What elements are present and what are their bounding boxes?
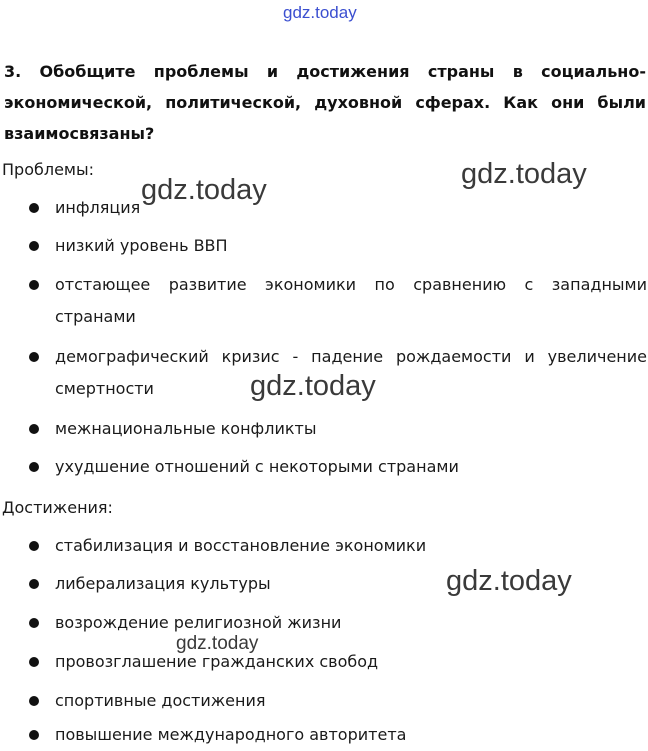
list-item-text: инфляция	[55, 198, 141, 217]
list-item-text: низкий уровень ВВП	[55, 236, 228, 255]
watermark: gdz.today	[446, 565, 572, 597]
problems-heading: Проблемы:	[2, 160, 95, 179]
list-item	[0, 230, 648, 262]
bullet-icon	[29, 541, 39, 551]
list-item-text: повышение международного авторитета	[55, 725, 407, 744]
list-item	[0, 341, 648, 405]
watermark: gdz.today	[176, 633, 259, 654]
list-item	[0, 530, 648, 562]
list-item	[0, 646, 648, 678]
list-item-text: стабилизация и восстановление экономики	[55, 536, 427, 555]
bullet-icon	[29, 280, 39, 290]
bullet-icon	[29, 424, 39, 434]
list-item-text: либерализация культуры	[55, 574, 271, 593]
bullet-icon	[29, 241, 39, 251]
bullet-icon	[29, 579, 39, 589]
bullet-icon	[29, 462, 39, 472]
watermark: gdz.today	[250, 370, 376, 402]
bullet-icon	[29, 730, 39, 740]
list-item-text: отстающее развитие экономики по сравнению с западными странами	[55, 275, 647, 326]
bullet-icon	[29, 657, 39, 667]
watermark: gdz.today	[461, 158, 587, 190]
list-item-text: возрождение религиозной жизни	[55, 613, 342, 632]
list-item	[0, 685, 648, 717]
list-item-text: ухудшение отношений с некоторыми странами	[55, 457, 459, 476]
achievements-heading: Достижения:	[2, 498, 113, 517]
list-item-text: провозглашение гражданских свобод	[55, 652, 379, 671]
watermark: gdz.today	[141, 174, 267, 206]
list-item	[0, 565, 648, 600]
question-text: 3. Обобщите проблемы и достижения страны в социально-экономической, политической, духовной сферах. Как они были взаимосвязаны?	[4, 62, 646, 143]
list-item-text: межнациональные конфликты	[55, 419, 317, 438]
bullet-icon	[29, 618, 39, 628]
list-item	[0, 607, 648, 639]
bullet-icon	[29, 696, 39, 706]
list-item	[0, 192, 648, 224]
list-item	[0, 719, 648, 751]
bullet-icon	[29, 352, 39, 362]
bullet-icon	[29, 203, 39, 213]
list-item	[0, 413, 648, 445]
watermark-top: gdz.today	[283, 3, 357, 22]
list-item-text: спортивные достижения	[55, 691, 266, 710]
list-item	[0, 451, 648, 483]
list-item-text: демографический кризис - падение рождаемости и увеличение смертности	[55, 347, 647, 398]
list-item	[0, 269, 648, 333]
